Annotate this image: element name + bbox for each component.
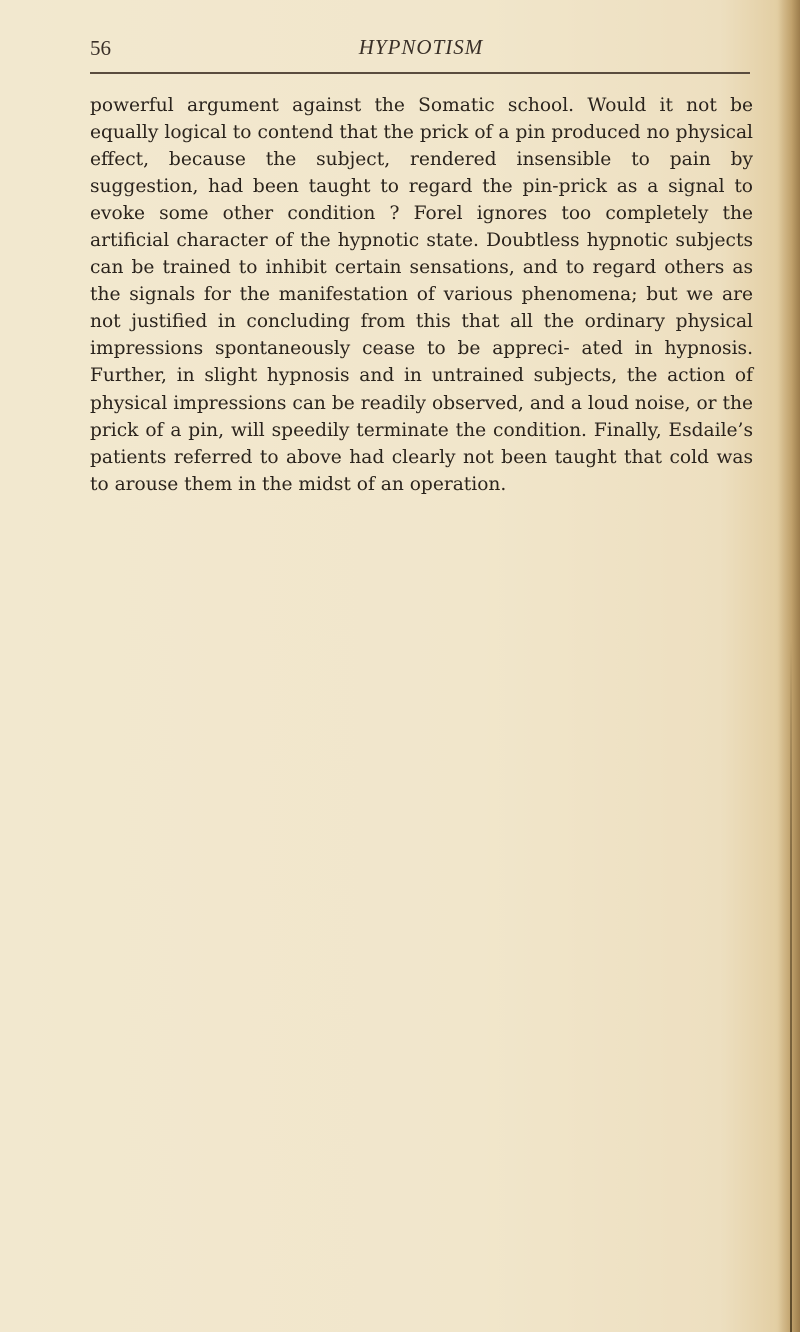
page-number: 56 [90, 36, 111, 60]
page-edge-line [790, 640, 792, 1332]
running-head: HYPNOTISM [358, 35, 484, 59]
body-paragraph: powerful argument against the Somatic school. Would it not be equally logical to contend that the prick of a pin produced no physical effect, because the subject, rendered insensible to pain by suggestion, had been taught to regard the pin-prick as a signal to evoke some other condition ? Forel ignores too completely the artificial character of the hypnotic state. Doubtless hypnotic subjects can be trained to inhibit certain sensations, and to regard others as the signals for the manifestation of various phenomena; but we are not justified in concluding from this that all the ordinary physical impressions spontaneously cease to be appreci- ated in hypnosis. Further, in slight hypnosis and in untrained subjects, the action of physical impressions can be readily observed, and a loud noise, or the prick of a pin, will speedily terminate the condition. Finally, Esdaile’s patients referred to above had clearly not been taught that cold was to arouse them in the midst of an operation. [90, 95, 753, 495]
page-edge-shadow [778, 0, 800, 1332]
page-header [90, 34, 752, 68]
header-rule [90, 72, 750, 74]
